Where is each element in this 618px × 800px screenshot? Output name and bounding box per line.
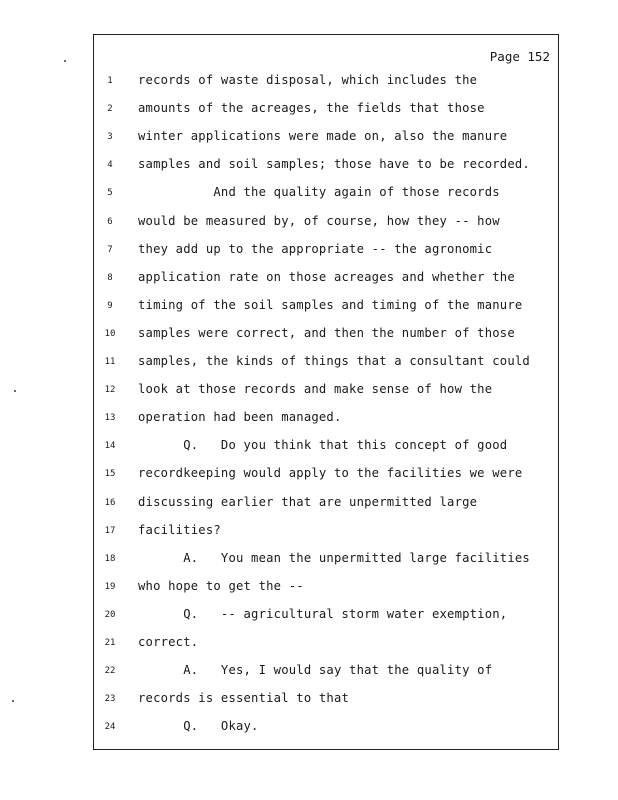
transcript-line	[94, 577, 560, 597]
line-text: would be measured by, of course, how they -- how	[138, 213, 500, 228]
line-number: 1	[107, 76, 113, 86]
line-number: 2	[107, 104, 113, 115]
line-text: Q. Do you think that this concept of good	[138, 438, 508, 453]
line-text: winter applications were made on, also the manure	[138, 129, 508, 144]
line-number: 21	[104, 638, 116, 648]
transcript-line	[94, 71, 560, 91]
line-number: 11	[104, 357, 116, 367]
transcript-line	[94, 127, 560, 147]
transcript-line	[94, 380, 560, 400]
transcript-line	[94, 268, 560, 288]
line-number: 7	[107, 244, 113, 255]
line-text: A. You mean the unpermitted large facilities	[138, 550, 530, 565]
line-number: 14	[104, 441, 116, 452]
transcript-line	[94, 212, 560, 232]
transcript-line	[94, 717, 560, 737]
transcript-line	[94, 661, 560, 681]
line-text: facilities?	[138, 522, 221, 537]
line-number: 17	[104, 525, 116, 536]
line-number: 19	[104, 581, 116, 592]
line-text: records is essential to that	[138, 691, 350, 706]
line-text: Q. Okay.	[138, 719, 259, 734]
line-text: samples, the kinds of things that a consultant could	[138, 354, 530, 368]
line-text: correct.	[138, 635, 199, 649]
line-text: Q. -- agricultural storm water exemption,	[138, 606, 508, 621]
line-number: 18	[104, 553, 116, 564]
transcript-line	[94, 155, 560, 175]
transcript-line	[94, 324, 560, 344]
line-text: And the quality again of those records	[138, 185, 500, 200]
line-number: 20	[104, 609, 116, 620]
transcript-line	[94, 240, 560, 260]
line-text: operation had been managed.	[138, 410, 342, 425]
transcript-line	[94, 183, 560, 203]
transcript-line	[94, 99, 560, 119]
line-number: 10	[104, 328, 116, 339]
transcript-line	[94, 408, 560, 428]
line-text: recordkeeping would apply to the facilities we were	[138, 466, 523, 481]
line-text: who hope to get the --	[138, 578, 304, 593]
transcript-line	[94, 493, 560, 513]
transcript-line	[94, 633, 560, 653]
line-number: 6	[107, 216, 113, 227]
line-number: 15	[104, 469, 116, 480]
transcript-line	[94, 436, 560, 456]
transcript-page	[93, 34, 559, 750]
line-text: amounts of the acreages, the fields that those	[138, 101, 485, 116]
transcript-line	[94, 605, 560, 625]
line-number: 24	[104, 722, 116, 733]
scan-speck	[14, 390, 16, 392]
line-number: 8	[107, 272, 113, 283]
transcript-line	[94, 464, 560, 484]
line-text: samples were correct, and then the number of those	[138, 325, 515, 340]
line-text: records of waste disposal, which includes the	[138, 73, 478, 87]
line-number: 23	[104, 694, 116, 705]
line-number: 16	[104, 497, 116, 508]
line-text: A. Yes, I would say that the quality of	[138, 663, 493, 678]
line-number: 9	[107, 300, 113, 311]
page-number: Page 152	[489, 49, 550, 64]
line-text: timing of the soil samples and timing of the manure	[138, 297, 523, 312]
line-text: look at those records and make sense of how the	[138, 382, 493, 397]
line-number: 22	[104, 666, 116, 677]
line-number: 4	[107, 160, 113, 171]
line-text: they add up to the appropriate -- the agronomic	[138, 241, 493, 256]
line-number: 13	[104, 413, 116, 424]
line-number: 5	[107, 188, 113, 199]
transcript-line	[94, 549, 560, 569]
transcript-line	[94, 689, 560, 709]
scan-speck	[64, 60, 66, 62]
line-text: discussing earlier that are unpermitted large	[138, 494, 478, 509]
transcript-line	[94, 296, 560, 316]
line-number: 3	[107, 132, 113, 143]
line-text: samples and soil samples; those have to be recorded.	[138, 157, 530, 172]
line-number: 12	[104, 385, 116, 396]
scan-speck	[12, 700, 14, 702]
line-text: application rate on those acreages and whether the	[138, 269, 515, 284]
transcript-line	[94, 521, 560, 541]
transcript-line	[94, 352, 560, 372]
